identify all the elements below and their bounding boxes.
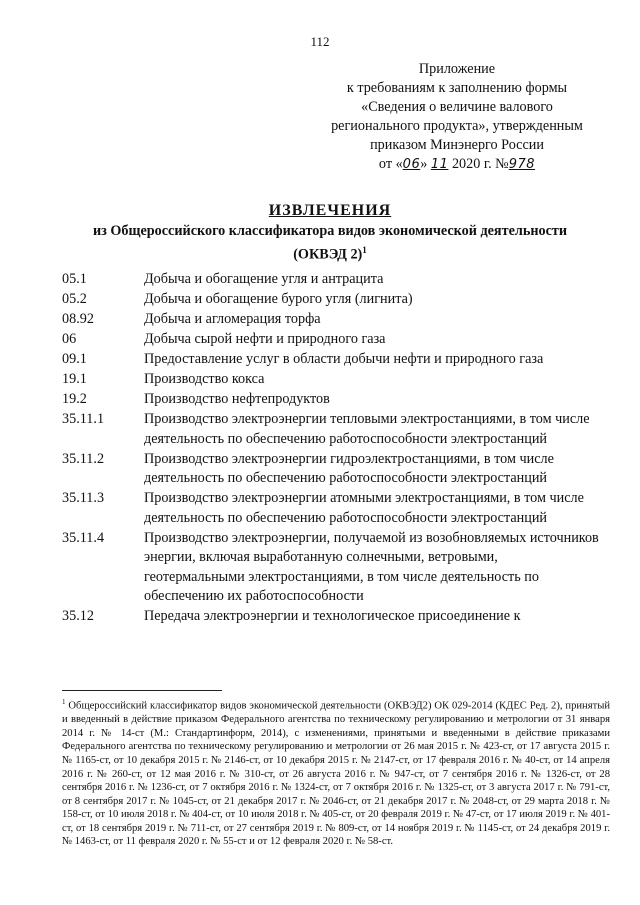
list-item [62,450,602,489]
title-sub-1: из Общероссийского классификатора видов экономической деятельности [92,223,568,239]
footnote [62,696,610,849]
code: 19.1 [62,371,87,387]
date-year: 2020 г. № [448,156,509,172]
appendix-line-4: регионального продукта», утвержденным [331,118,583,134]
appendix-line-2: к требованиям к заполнению формы [346,80,568,96]
code: 35.11.2 [62,450,105,467]
title-footnote-mark: 1 [362,245,367,255]
appendix-block [312,60,602,174]
list-item [62,529,602,607]
list-item [62,489,602,528]
list-item [62,310,602,330]
code-description: Производство нефтепродуктов [144,391,330,407]
page-number: 112 [310,34,330,49]
code-description: Производство электроэнергии гидроэлектростанциями, в том числе деятельность по обеспечению работоспособности электростанций [144,450,554,486]
appendix-line-3: «Сведения о величине валового [361,99,553,115]
list-item [62,270,602,290]
code: 35.11.4 [62,529,105,546]
code-description: Производство электроэнергии атомными электростанциями, в том числе деятельность по обеспечению работоспособности электростанций [144,490,584,526]
code-description: Предоставление услуг в области добычи нефти и природного газа [144,351,544,367]
code: 06 [62,331,77,347]
code: 19.2 [62,391,87,407]
date-month: 11 [430,157,449,172]
list-item [62,410,602,449]
appendix-line-5: приказом Минэнерго России [370,137,544,153]
code-description: Добыча и агломерация торфа [144,311,321,327]
code: 35.11.3 [62,490,105,506]
footnote-divider [62,690,222,691]
title-main: ИЗВЛЕЧЕНИЯ [268,202,392,219]
list-item [62,370,602,390]
code-description: Производство электроэнергии тепловыми электростанциями, в том числе деятельность по обеспечению работоспособности электростанций [144,411,590,447]
order-number: 978 [508,157,536,172]
code-description: Добыча сырой нефти и природного газа [144,331,386,347]
code: 05.1 [62,271,87,287]
title-okved: (ОКВЭД 2) [293,246,363,263]
code-description: Добыча и обогащение бурого угля (лигнита) [144,291,413,307]
code: 05.2 [62,291,87,307]
list-item [62,607,602,627]
code: 35.11.1 [62,411,105,427]
code-description: Производство электроэнергии, получаемой из возобновляемых источников энергии, включая выработанную солнечными, ветровыми, геотермальными электростанциями, в том числе деятельность по обеспечению их работоспособности [144,529,599,604]
date-prefix: от « [378,156,403,172]
appendix-date-line [312,155,602,174]
footnote-text: Общероссийский классификатор видов экономической деятельности (ОКВЭД2) ОК 029-2014 (КДЕС Ред. 2), принятый и введенный в действие приказом Федерального агентства по техническому регулированию и метрологии от 31 января 2014 г. № 14-ст (М.: Стандартинформ, 2014), с изменениями, принятыми и введенными в действие приказами Федерального агентства по техническому регулированию и метрологии от 26 мая 2015 г. № 423-ст, от 17 августа 2015 г. № 1165-ст, от 10 декабря 2015 г. № 2146-ст, от 10 декабря 2015 г. № 2147-ст, от 17 февраля 2016 г. № 40-ст, от 14 апреля 2016 г. № 260-ст, от 12 мая 2016 г. № 310-ст, от 26 августа 2016 г. № 947-ст, от 7 сентября 2016 г. № 1326-ст, от 28 сентября 2016 г. № 1236-ст, от 7 октября 2016 г. № 1324-ст, от 7 октября 2016 г. № 1325-ст, от 3 августа 2017 г. № 791-ст, от 8 сентября 2017 г. № 1045-ст, от 21 декабря 2017 г. № 2046-ст, от 21 декабря 2017 г. № 2048-ст, от 29 марта 2018 г. № 158-ст, от 10 июля 2018 г. № 404-ст, от 10 июля 2018 г. № 405-ст, от 20 февраля 2019 г. № 47-ст, от 17 июля 2019 г. № 401-ст, от 18 сентября 2019 г. № 711-ст, от 27 сентября 2019 г. № 809-ст, от 14 ноября 2019 г. № 1145-ст, от 24 декабря 2019 г. № 1463-ст, от 11 февраля 2020 г. № 55-ст и от 12 февраля 2020 г. № 58-ст. [62,700,610,848]
title-sub-2 [40,241,620,265]
list-item [62,390,602,410]
list-item [62,350,602,370]
footnote-mark: 1 [62,698,66,706]
document-title [40,200,620,265]
code: 35.12 [62,608,94,624]
date-day: 06 [402,157,421,172]
code-list [62,270,602,627]
date-mid: » [420,156,431,172]
code-description: Передача электроэнергии и технологическое присоединение к [144,608,521,624]
code: 08.92 [62,311,94,327]
list-item [62,290,602,310]
code-description: Добыча и обогащение угля и антрацита [144,271,384,287]
list-item [62,330,602,350]
code: 09.1 [62,351,87,367]
appendix-line-1: Приложение [418,61,496,77]
code-description: Производство кокса [144,371,265,387]
